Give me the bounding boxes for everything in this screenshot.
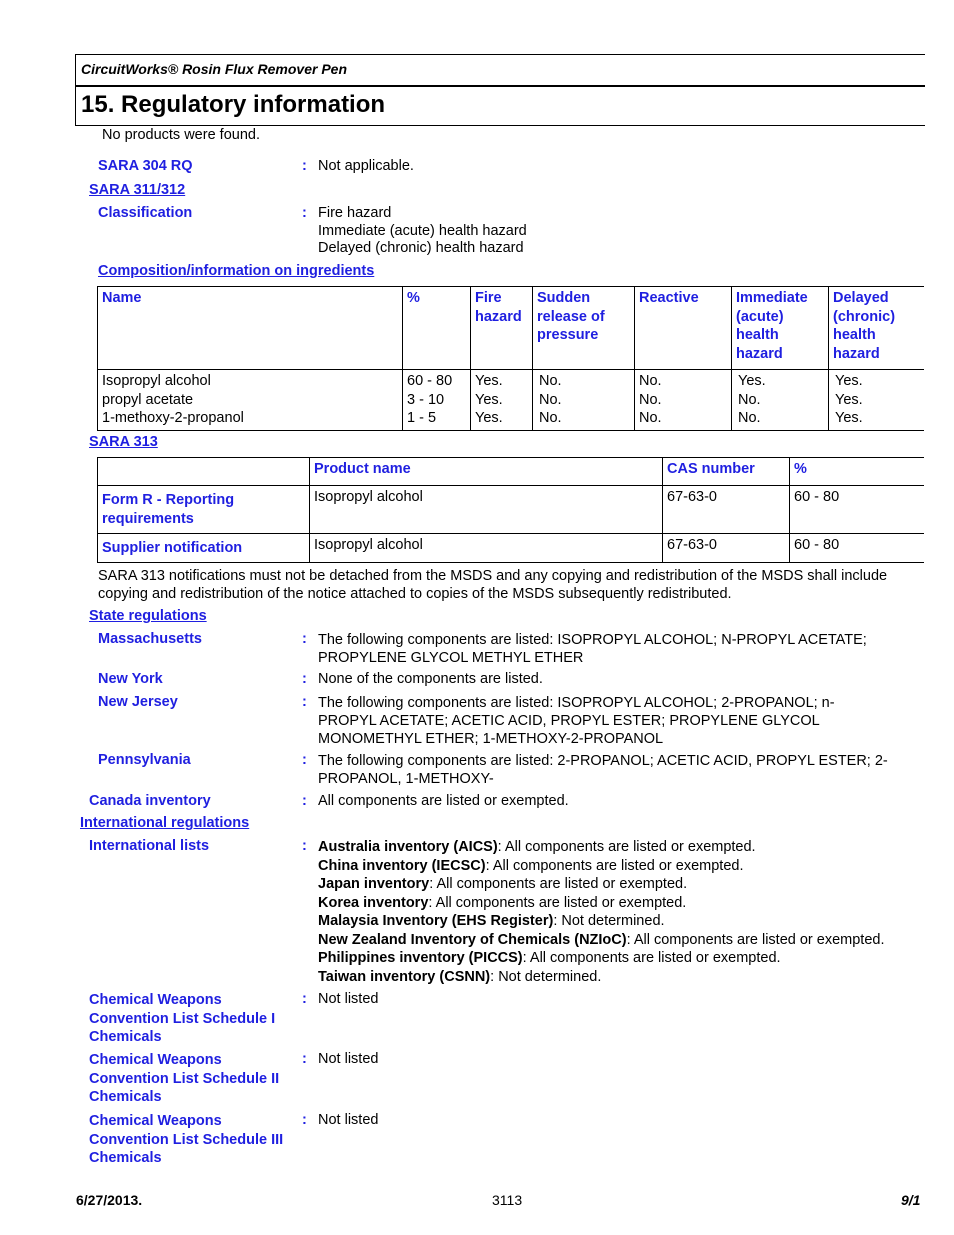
document-header	[75, 54, 925, 86]
cwc-schedule-3-label: Chemical Weapons Convention List Schedule III Chemicals	[89, 1113, 284, 1166]
intl-list-item	[318, 931, 885, 950]
cell-percents	[403, 370, 471, 431]
table-header-row	[98, 287, 925, 370]
international-lists	[318, 838, 885, 986]
state-label-new-york: New York	[98, 671, 163, 687]
no-products-text: No products were found.	[102, 127, 260, 143]
cell-value: Yes.	[835, 373, 863, 389]
colon: :	[302, 694, 307, 710]
colon: :	[302, 631, 307, 647]
cell-product: Isopropyl alcohol	[310, 486, 663, 534]
intl-list-item	[318, 912, 885, 931]
section-header	[75, 86, 925, 126]
cwc-schedule-1-value: Not listed	[318, 991, 379, 1007]
intl-list-name: China inventory (IECSC)	[318, 857, 486, 874]
cell-sudden	[533, 370, 635, 431]
state-value-new-york: None of the components are listed.	[318, 671, 543, 687]
cell-value: No.	[639, 410, 662, 426]
row-label-form-r: Form R - Reporting requirements	[98, 486, 310, 534]
state-label-massachusetts: Massachusetts	[98, 631, 202, 647]
cell-value: Yes.	[738, 373, 766, 389]
classification-label: Classification	[98, 205, 193, 221]
sara313-note: SARA 313 notifications must not be detached from the MSDS and any copying and redistribution of the MSDS shall include copying and redistribution of the notice attached to copies of the MSDS subsequently redistributed.	[98, 568, 888, 602]
cell-value: Yes.	[835, 391, 863, 408]
table-row	[98, 486, 925, 534]
cell-cas: 67-63-0	[663, 486, 790, 534]
col-header-name: Name	[98, 287, 403, 370]
intl-list-value: : All components are listed or exempted.	[428, 894, 687, 911]
intl-list-name: Taiwan inventory (CSNN)	[318, 968, 491, 985]
cell-delayed	[829, 370, 925, 431]
table-row	[98, 370, 925, 431]
international-lists-label: International lists	[89, 838, 210, 854]
table-row	[98, 534, 925, 563]
row-label-supplier: Supplier notification	[98, 534, 310, 563]
cell-cas: 67-63-0	[663, 534, 790, 563]
sara304-label: SARA 304 RQ	[98, 158, 193, 174]
canada-value: All components are listed or exempted.	[318, 793, 569, 809]
cell-name: Isopropyl alcohol	[102, 373, 211, 389]
col-header-percent: %	[403, 287, 471, 370]
footer-code: 3113	[492, 1192, 523, 1208]
cell-percent: 1 - 5	[407, 410, 437, 426]
intl-list-item	[318, 894, 885, 913]
intl-list-value: : All components are listed or exempted.	[522, 950, 781, 966]
cwc-schedule-3-value: Not listed	[318, 1112, 379, 1128]
colon: :	[302, 205, 307, 221]
cell-value: No.	[539, 373, 562, 389]
colon: :	[302, 793, 307, 809]
col-header-fire: Fire hazard	[471, 287, 533, 370]
col-header-pct: %	[790, 458, 925, 486]
classification-item: Immediate (acute) health hazard	[318, 222, 527, 239]
state-value-massachusetts: The following components are listed: ISOPROPYL ALCOHOL; N-PROPYL ACETATE; PROPYLENE GLYCOL METHYL ETHER	[318, 632, 867, 666]
cell-fire	[471, 370, 533, 431]
colon: :	[302, 671, 307, 687]
state-value-new-jersey: The following components are listed: ISOPROPYL ALCOHOL; 2-PROPANOL; n-PROPYL ACETATE; ACETIC ACID, PROPYL ESTER; PROPYLENE GLYCOL MONOMETHYL ETHER; 1-METHOXY-2-PROPANOL	[318, 695, 835, 747]
cell-name: 1-methoxy-2-propanol	[102, 410, 244, 426]
cell-names	[98, 370, 403, 431]
intl-list-value: : All components are listed or exempted.	[485, 857, 744, 874]
intl-list-name: Philippines inventory (PICCS)	[318, 950, 523, 966]
table-header-row	[98, 458, 925, 486]
cell-value: No.	[639, 373, 662, 389]
cell-value: Yes.	[475, 391, 503, 408]
sara313-heading: SARA 313	[89, 434, 158, 450]
cell-value: No.	[738, 410, 761, 426]
section-title: 15. Regulatory information	[81, 91, 386, 118]
classification-values	[318, 205, 527, 258]
intl-list-name: Malaysia Inventory (EHS Register)	[318, 913, 554, 929]
cell-reactive	[635, 370, 732, 431]
col-header-reactive: Reactive	[635, 287, 732, 370]
intl-list-value: : Not determined.	[553, 913, 665, 929]
intl-list-item	[318, 875, 885, 894]
intl-list-value: : Not determined.	[490, 968, 602, 985]
international-heading: International regulations	[80, 815, 250, 831]
cwc-schedule-1-label: Chemical Weapons Convention List Schedule I Chemicals	[89, 992, 276, 1045]
cell-value: No.	[539, 410, 562, 426]
cell-percent: 60 - 80	[407, 373, 453, 389]
cwc-schedule-2-value: Not listed	[318, 1051, 379, 1067]
product-name: CircuitWorks® Rosin Flux Remover Pen	[81, 61, 348, 77]
intl-list-value: : All components are listed or exempted.	[497, 839, 756, 855]
cell-product: Isopropyl alcohol	[310, 534, 663, 563]
col-header-cas: CAS number	[663, 458, 790, 486]
colon: :	[302, 991, 307, 1007]
sara311-heading: SARA 311/312	[89, 182, 186, 198]
classification-item: Delayed (chronic) health hazard	[318, 240, 524, 256]
intl-list-item	[318, 968, 885, 987]
col-header-sudden: Sudden release of pressure	[533, 287, 635, 370]
cell-value: No.	[639, 391, 662, 408]
intl-list-item	[318, 857, 885, 876]
cell-value: Yes.	[475, 410, 503, 426]
cell-pct: 60 - 80	[790, 534, 925, 563]
footer-date: 6/27/2013.	[76, 1192, 143, 1208]
intl-list-item	[318, 949, 885, 968]
colon: :	[302, 158, 307, 174]
composition-heading: Composition/information on ingredients	[98, 263, 375, 279]
cell-value: Yes.	[475, 373, 503, 389]
cell-immediate	[732, 370, 829, 431]
colon: :	[302, 752, 307, 768]
cell-name: propyl acetate	[102, 391, 194, 408]
cell-pct: 60 - 80	[790, 486, 925, 534]
sara311-table	[97, 286, 924, 431]
cell-percent: 3 - 10	[407, 391, 445, 408]
intl-list-name: Japan inventory	[318, 876, 430, 892]
cell-value: Yes.	[835, 410, 863, 426]
col-header-delayed: Delayed (chronic) health hazard	[829, 287, 925, 370]
state-label-new-jersey: New Jersey	[98, 694, 178, 710]
sara313-table	[97, 457, 924, 563]
cell-value: No.	[539, 391, 562, 408]
colon: :	[302, 838, 307, 854]
state-heading: State regulations	[89, 608, 207, 624]
colon: :	[302, 1112, 307, 1128]
sara304-value: Not applicable.	[318, 158, 414, 174]
empty-header-cell	[98, 458, 310, 486]
cwc-schedule-2-label: Chemical Weapons Convention List Schedule II Chemicals	[89, 1052, 280, 1105]
intl-list-value: : All components are listed or exempted.	[626, 931, 885, 948]
state-label-pennsylvania: Pennsylvania	[98, 752, 191, 768]
col-header-immediate: Immediate (acute) health hazard	[732, 287, 829, 370]
state-value-pennsylvania: The following components are listed: 2-PROPANOL; ACETIC ACID, PROPYL ESTER; 2-PROPANOL, 1-METHOXY-	[318, 753, 888, 787]
cell-value: No.	[738, 391, 761, 408]
footer-page: 9/1	[901, 1192, 921, 1208]
intl-list-name: New Zealand Inventory of Chemicals (NZIoC)	[318, 931, 627, 948]
intl-list-value: : All components are listed or exempted.	[429, 876, 688, 892]
canada-label: Canada inventory	[89, 793, 211, 809]
intl-list-name: Korea inventory	[318, 894, 429, 911]
intl-list-name: Australia inventory (AICS)	[318, 839, 498, 855]
colon: :	[302, 1051, 307, 1067]
classification-item: Fire hazard	[318, 205, 392, 221]
intl-list-item	[318, 838, 885, 857]
col-header-product: Product name	[310, 458, 663, 486]
